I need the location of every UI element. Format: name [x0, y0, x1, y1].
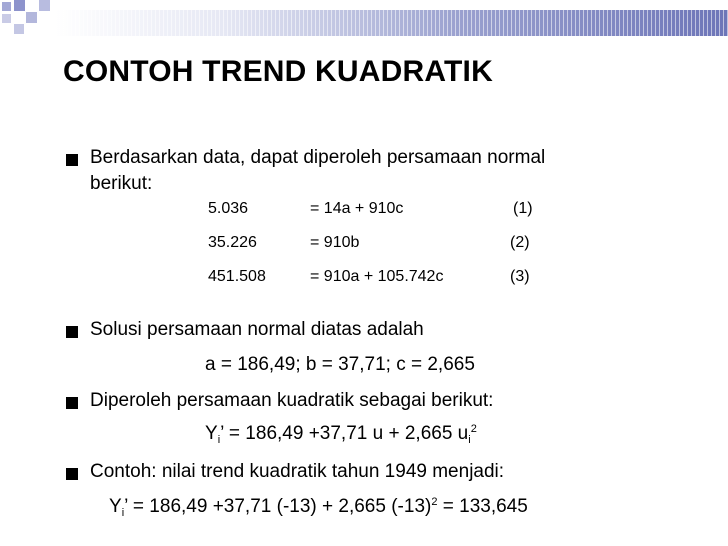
decor-square [26, 12, 37, 23]
bullet-square [66, 326, 78, 338]
bullet1-line1: Berdasarkan data, dapat diperoleh persamaan normal [90, 147, 546, 168]
equation-1-number: (1) [513, 200, 533, 217]
bullet-square [66, 468, 78, 480]
decor-square [2, 2, 11, 11]
bullet-square [66, 397, 78, 409]
decor-square [2, 14, 11, 23]
bullet1-line2: berikut: [90, 173, 153, 194]
decor-square [14, 24, 24, 34]
quadratic-equation: $Y_i$’ = 186,49 +37,71 u + 2,665 $u_i^2$ [205, 423, 477, 446]
equation-3-lhs: 451.508 [208, 268, 266, 285]
equation-2-number: (2) [510, 234, 530, 251]
equation-2-lhs: 35.226 [208, 234, 257, 251]
decor-square [14, 0, 25, 11]
header-decor-band [55, 10, 728, 36]
slide-title: CONTOH TREND KUADRATIK [63, 55, 493, 88]
decor-square [39, 0, 50, 11]
solution-text: a = 186,49; b = 37,71; c = 2,665 [205, 354, 475, 375]
equation-3-rhs: = 910a + 105.742c [310, 268, 444, 285]
equation-1-rhs: = 14a + 910c [310, 200, 404, 217]
example-equation: $Y_i$’ = 186,49 +37,71 (-13) + 2,665 $(-13)^2 = 133,645$ [109, 496, 528, 519]
equation-3-number: (3) [510, 268, 530, 285]
bullet-square [66, 154, 78, 166]
bullet3-text: Diperoleh persamaan kuadratik sebagai berikut: [90, 390, 494, 411]
bullet2-text: Solusi persamaan normal diatas adalah [90, 319, 424, 340]
equation-1-lhs: 5.036 [208, 200, 249, 217]
bullet4-text: Contoh: nilai trend kuadratik tahun 1949 menjadi: [90, 461, 505, 482]
equation-2-rhs: = 910b [310, 234, 360, 251]
